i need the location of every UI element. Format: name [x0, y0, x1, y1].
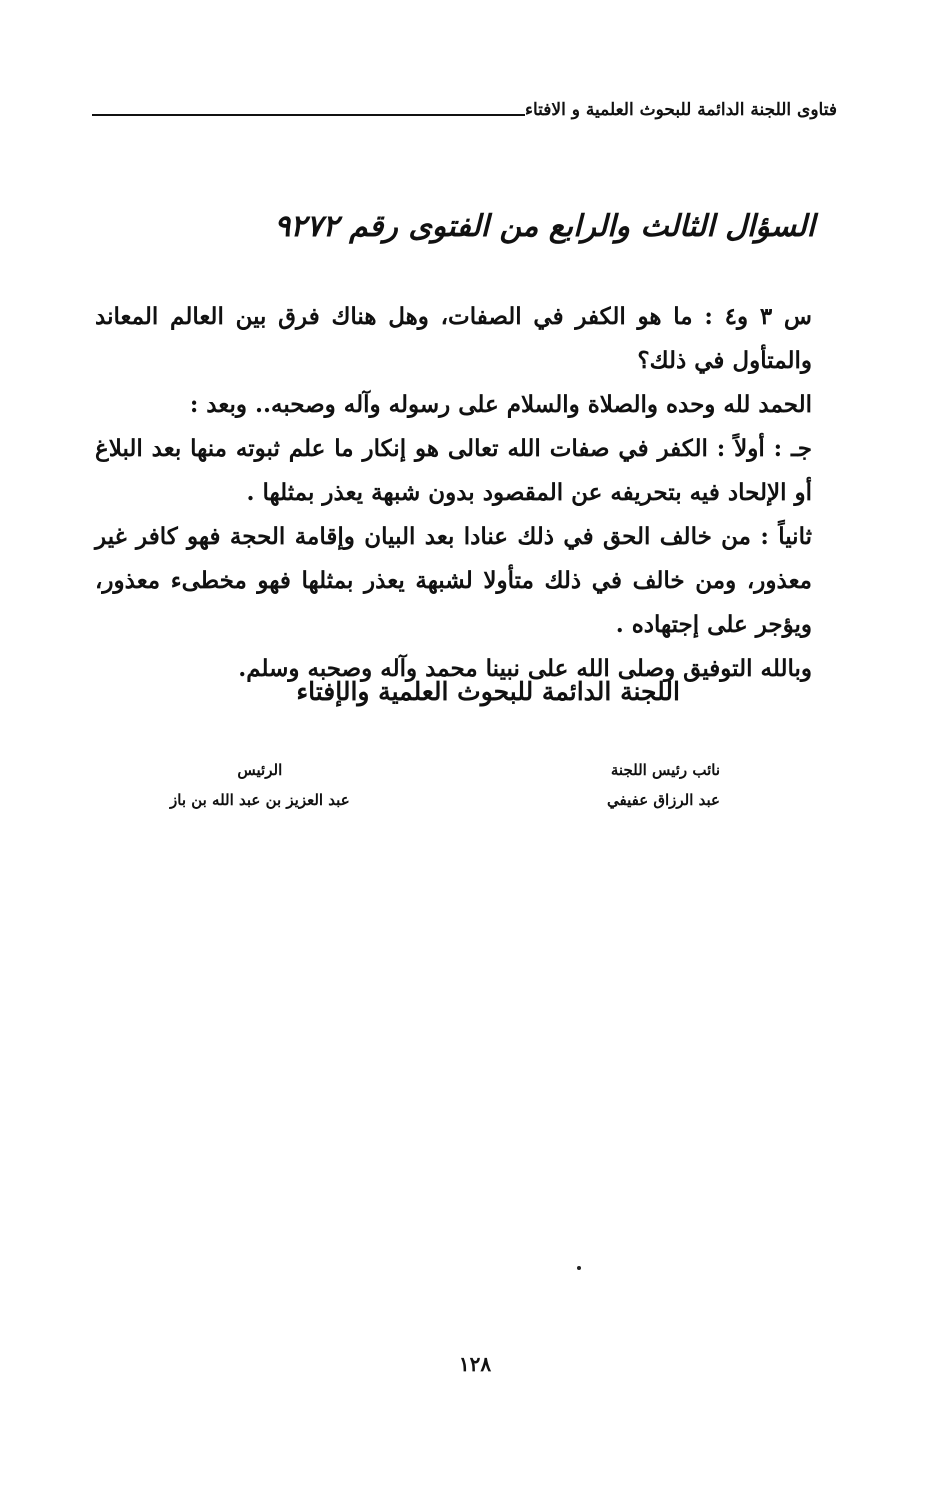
president-name: عبد العزيز بن عبد الله بن باز [170, 791, 350, 809]
scan-speck [577, 1266, 581, 1270]
running-header [92, 92, 837, 122]
praise-paragraph: الحمد لله وحده والصلاة والسلام على رسوله وآله وصحبه.. وبعد : [189, 391, 812, 418]
committee-name: اللجنة الدائمة للبحوث العلمية والإفتاء [296, 677, 680, 706]
answer-first-paragraph: جـ : أولاً : الكفر في صفات الله تعالى هو إنكار ما علم ثبوته منها بعد البلاغ أو الإلحاد فيه بتحريفه عن المقصود بدون شبهة يعذر بمثلها . [95, 435, 812, 506]
header-rule [92, 114, 525, 116]
signatures [160, 755, 720, 815]
answer-second-paragraph: ثانياً : من خالف الحق في ذلك عنادا بعد البيان وإقامة الحجة فهو كافر غير معذور، ومن خالف في ذلك متأولا لشبهة يعذر بمثلها فهو مخطىء معذور، ويؤجر على إجتهاده . [95, 523, 812, 638]
vice-president-signature [607, 755, 720, 815]
closing-paragraph: وبالله التوفيق وصلى الله على نبينا محمد وآله وصحبه وسلم. [238, 655, 812, 682]
fatwa-question-title: السؤال الثالث والرابع من الفتوى رقم ٩٢٧٢ [274, 209, 815, 244]
president-signature [170, 755, 350, 815]
page-number: ١٢٨ [458, 1352, 492, 1376]
vice-president-title: نائب رئيس اللجنة [610, 761, 720, 779]
question-paragraph: س ٣ و٤ : ما هو الكفر في الصفات، وهل هناك فرق بين العالم المعاند والمتأول في ذلك؟ [95, 303, 812, 374]
running-header-title: فتاوى اللجنة الدائمة للبحوث العلمية و الافتاء [525, 100, 837, 120]
president-title: الرئيس [237, 761, 283, 779]
vice-president-name: عبد الرزاق عفيفي [606, 791, 720, 809]
fatwa-body [95, 295, 840, 691]
